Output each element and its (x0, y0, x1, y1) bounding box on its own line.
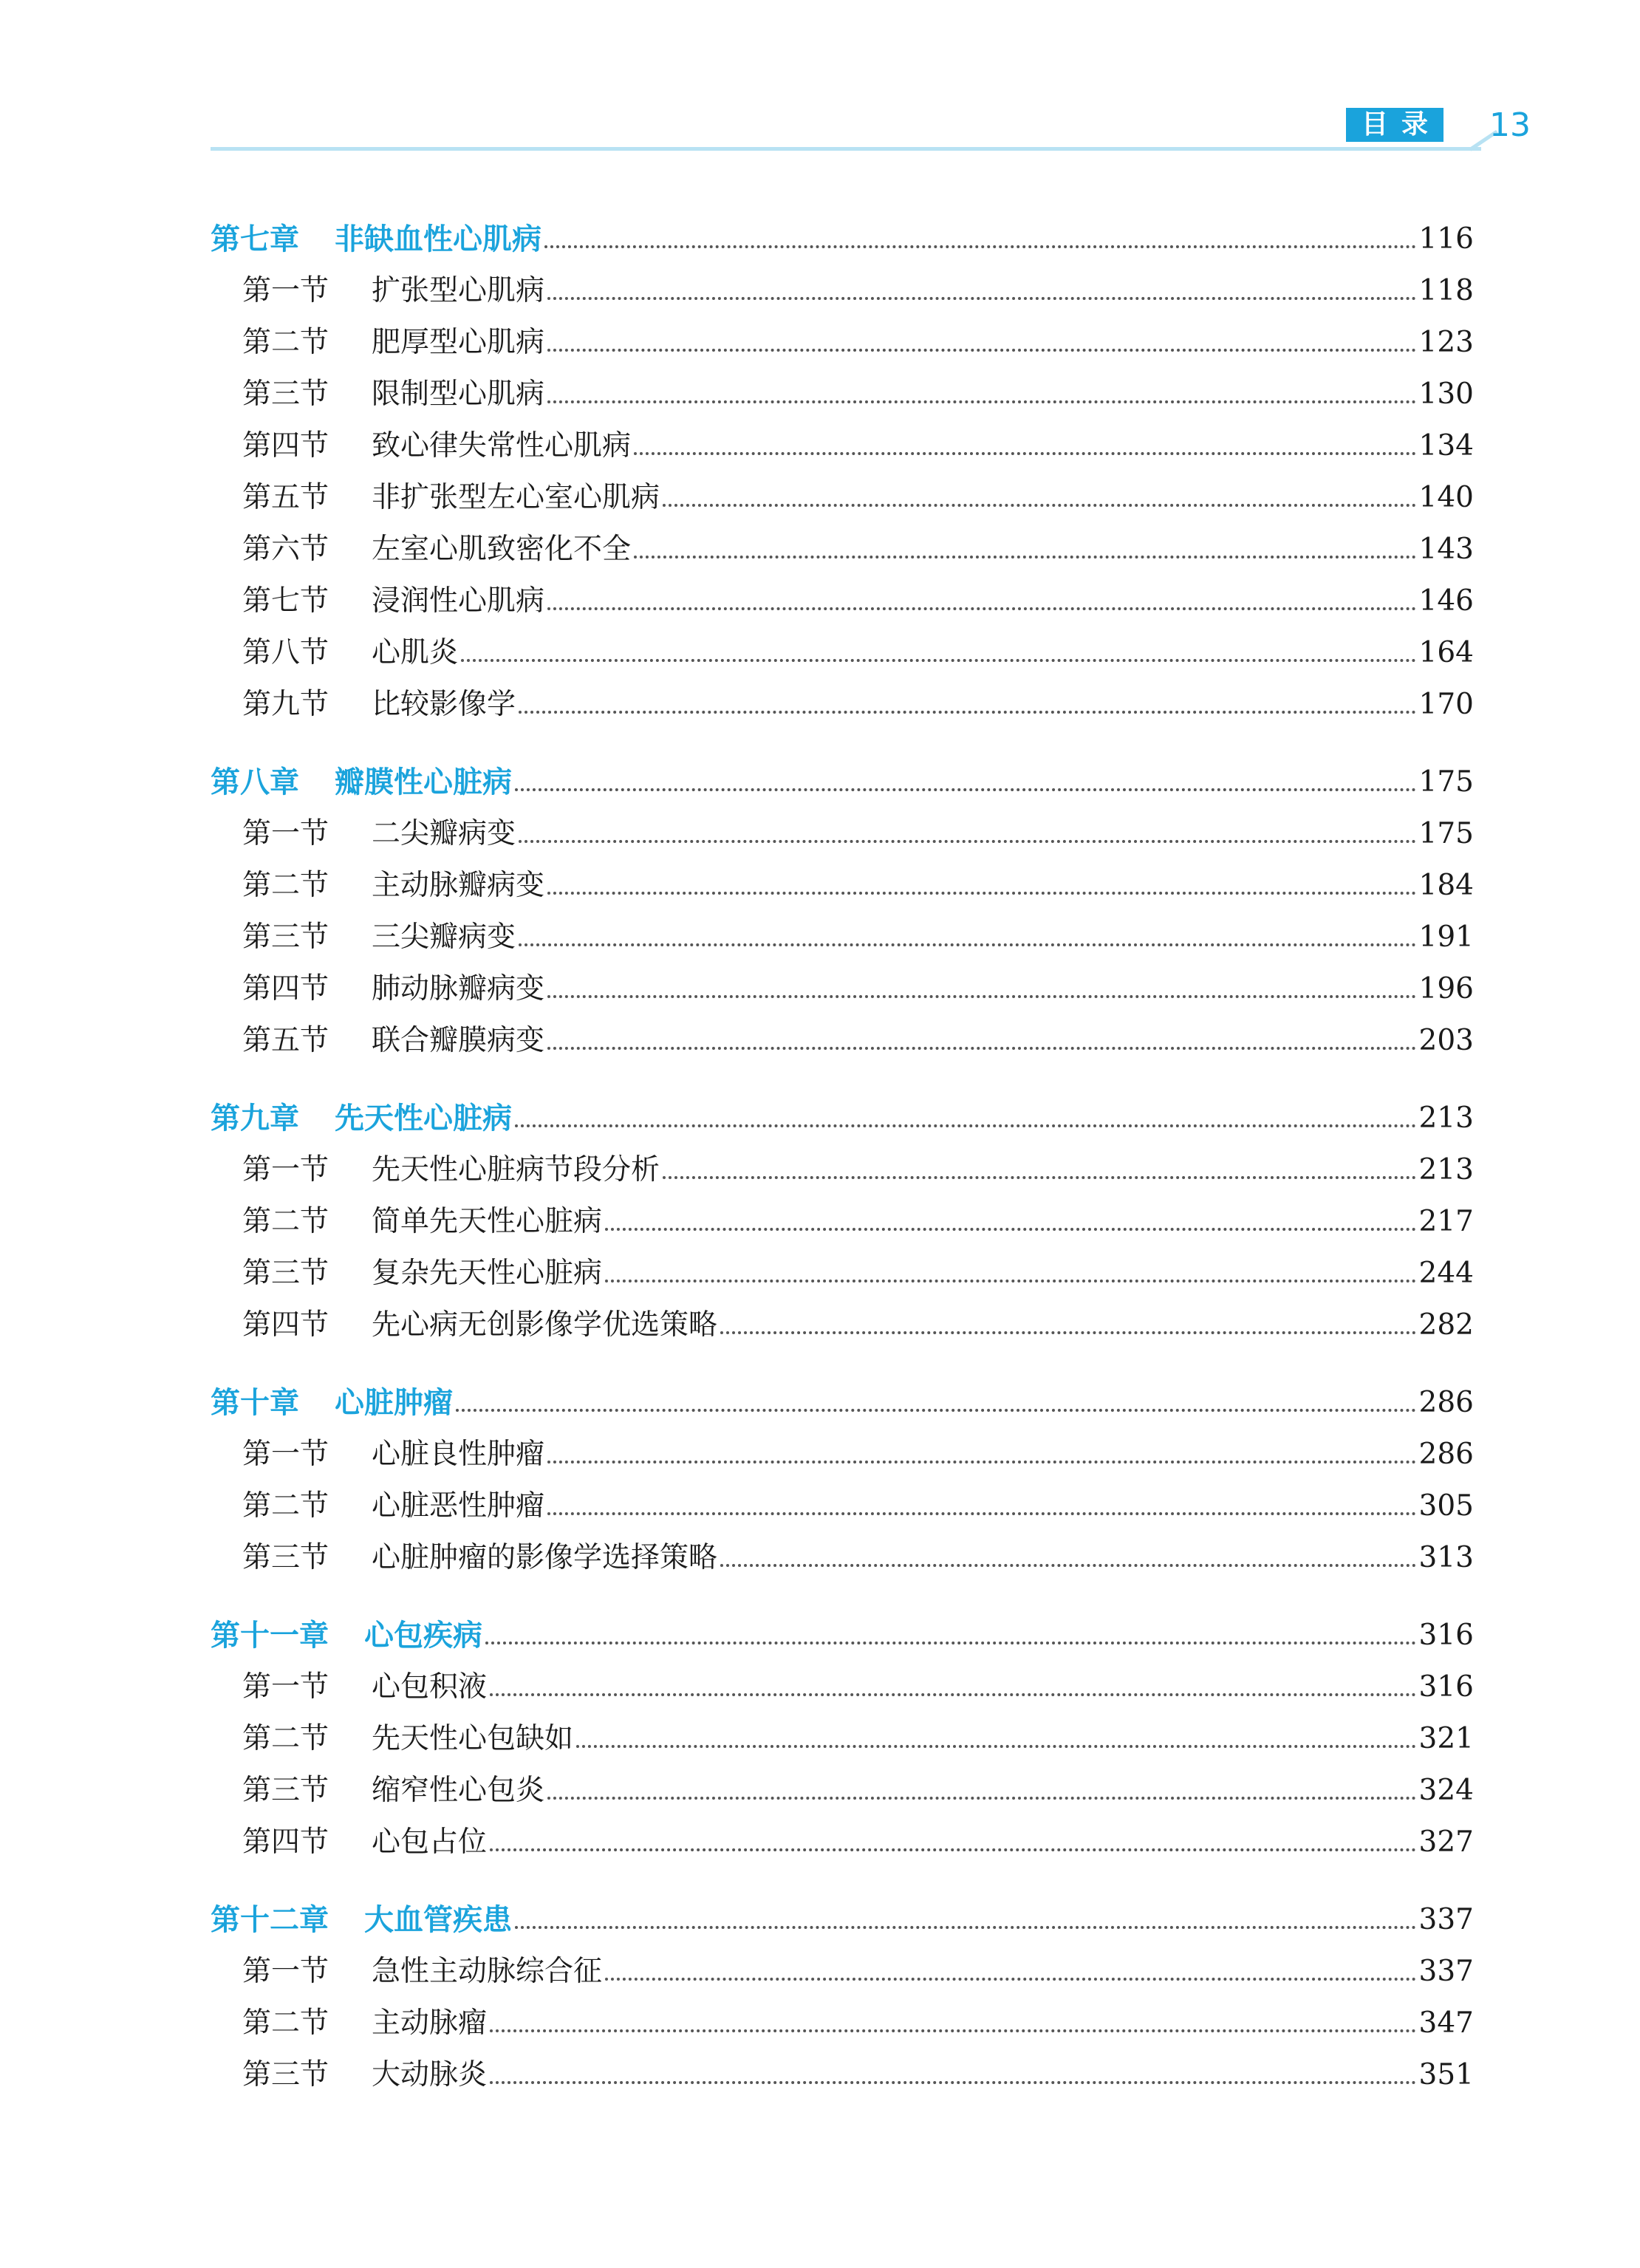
toc-section-entry[interactable] (242, 629, 1474, 671)
dot-leader (519, 711, 1416, 714)
toc-entry-heading (211, 1385, 453, 1421)
chapter-number: 第十章 (211, 1386, 299, 1420)
toc-entry-heading (242, 920, 516, 955)
toc-section-entry[interactable] (242, 578, 1474, 619)
toc-entry-heading (242, 1308, 717, 1343)
dot-leader (605, 1978, 1416, 1981)
toc-page-number: 213 (1418, 1101, 1474, 1135)
section-number: 第六节 (242, 533, 329, 566)
section-number: 第四节 (242, 972, 329, 1005)
chapter-title: 非缺血性心肌病 (335, 222, 541, 256)
toc-entry-heading (242, 816, 516, 852)
toc-entry-heading (211, 1902, 512, 1938)
toc-page-number: 213 (1418, 1153, 1474, 1186)
section-title: 肥厚型心肌病 (372, 326, 545, 359)
section-title: 左室心肌致密化不全 (372, 533, 632, 566)
toc-page-number: 164 (1418, 636, 1474, 669)
toc-page-number: 203 (1418, 1024, 1474, 1057)
dot-leader (547, 400, 1416, 403)
dot-leader (515, 1124, 1416, 1127)
section-number: 第五节 (242, 481, 329, 514)
toc-entry-heading (242, 687, 516, 723)
toc-entry-heading (242, 532, 631, 567)
page-number: 13 (1489, 106, 1531, 144)
toc-section-entry[interactable] (242, 1483, 1474, 1524)
toc-section-entry[interactable] (242, 1948, 1474, 1989)
section-number: 第三节 (242, 1541, 329, 1574)
toc-page-number: 123 (1418, 326, 1474, 359)
toc-entry-heading (242, 1670, 487, 1705)
toc-entry-heading (242, 480, 660, 516)
toc-page-number: 286 (1418, 1386, 1474, 1419)
dot-leader (634, 452, 1416, 455)
toc-page-number: 316 (1418, 1619, 1474, 1652)
toc-section-entry[interactable] (242, 2000, 1474, 2041)
chapter-title: 心脏肿瘤 (335, 1386, 453, 1420)
toc-entry-heading (242, 1437, 544, 1472)
toc-chapter-entry[interactable] (211, 1896, 1474, 1938)
section-number: 第五节 (242, 1024, 329, 1057)
section-title: 心包占位 (372, 1825, 488, 1859)
toc-entry-heading (242, 2057, 487, 2093)
toc-page-number: 175 (1418, 817, 1474, 850)
toc-page-number: 244 (1418, 1257, 1474, 1290)
toc-page-number: 305 (1418, 1489, 1474, 1523)
toc-section-entry[interactable] (242, 1819, 1474, 1860)
toc-page-number: 286 (1418, 1438, 1474, 1471)
toc-section-entry[interactable] (242, 319, 1474, 361)
dot-leader (485, 1642, 1416, 1644)
section-number: 第三节 (242, 378, 329, 411)
toc-entry-heading (242, 1773, 544, 1808)
dot-leader (519, 943, 1416, 946)
section-number: 第四节 (242, 429, 329, 462)
section-title: 大动脉炎 (372, 2058, 488, 2091)
dot-leader (456, 1409, 1416, 1412)
section-number: 第二节 (242, 326, 329, 359)
dot-leader (663, 504, 1416, 507)
section-title: 复杂先天性心脏病 (372, 1257, 603, 1290)
dot-leader (490, 2081, 1416, 2084)
toc-section-entry[interactable] (242, 914, 1474, 955)
toc-page-number: 337 (1418, 1903, 1474, 1936)
chapter-title: 心包疾病 (364, 1619, 482, 1653)
section-title: 心包积液 (372, 1670, 488, 1704)
toc-section-entry[interactable] (242, 1017, 1474, 1059)
dot-leader (490, 1848, 1416, 1851)
toc-page-number: 118 (1418, 274, 1474, 307)
dot-leader (547, 1797, 1416, 1800)
toc-entry-heading (242, 273, 544, 309)
toc-chapter-entry[interactable] (211, 759, 1474, 800)
toc-section-entry[interactable] (242, 1198, 1474, 1240)
toc-section-entry[interactable] (242, 267, 1474, 309)
toc-section-entry[interactable] (242, 1147, 1474, 1188)
section-title: 三尖瓣病变 (372, 920, 516, 954)
section-title: 二尖瓣病变 (372, 817, 516, 850)
toc-entry-heading (242, 584, 544, 619)
dot-leader (547, 892, 1416, 895)
dot-leader (544, 245, 1416, 248)
section-number: 第一节 (242, 274, 329, 307)
dot-leader (515, 1926, 1416, 1929)
dot-leader (547, 1047, 1416, 1050)
toc-entry-heading (242, 2006, 487, 2041)
toc-entry-heading (242, 325, 544, 361)
toc-page-number: 191 (1418, 920, 1474, 954)
toc-entry-heading (211, 1618, 482, 1653)
section-title: 限制型心肌病 (372, 378, 545, 411)
toc-section-entry[interactable] (242, 2052, 1474, 2093)
toc-entry-heading (242, 1204, 602, 1240)
section-number: 第四节 (242, 1825, 329, 1859)
section-number: 第四节 (242, 1308, 329, 1342)
chapter-number: 第十一章 (211, 1619, 329, 1653)
toc-entry-heading (242, 1152, 660, 1188)
toc-page-number: 184 (1418, 869, 1474, 902)
section-title: 主动脉瓣病变 (372, 869, 545, 902)
toc-page-number: 347 (1418, 2006, 1474, 2040)
dot-leader (547, 995, 1416, 998)
dot-leader (547, 1512, 1416, 1515)
section-title: 先天性心包缺如 (372, 1722, 574, 1755)
toc-page-number: 140 (1418, 481, 1474, 514)
dot-leader (663, 1176, 1416, 1179)
section-number: 第三节 (242, 1257, 329, 1290)
dot-leader (547, 607, 1416, 610)
toc-entry-heading (242, 1954, 602, 1989)
toc-section-entry[interactable] (242, 526, 1474, 567)
section-number: 第九节 (242, 688, 329, 721)
dot-leader (605, 1228, 1416, 1231)
section-number: 第一节 (242, 1153, 329, 1186)
toc-page-number: 337 (1418, 1955, 1474, 1988)
section-title: 简单先天性心脏病 (372, 1205, 603, 1238)
toc-entry-heading (242, 428, 631, 464)
toc-entry-heading (242, 1540, 717, 1576)
section-title: 先心病无创影像学优选策略 (372, 1308, 718, 1342)
toc-badge: 目录 (1346, 108, 1443, 142)
toc-entry-heading (242, 868, 544, 904)
toc-page-number: 170 (1418, 688, 1474, 721)
dot-leader (576, 1745, 1416, 1748)
toc-section-entry[interactable] (242, 371, 1474, 412)
section-number: 第二节 (242, 1722, 329, 1755)
toc-page-number: 282 (1418, 1308, 1474, 1342)
toc-section-entry[interactable] (242, 966, 1474, 1007)
dot-leader (490, 2029, 1416, 2032)
section-number: 第二节 (242, 1489, 329, 1523)
toc-entry-heading (242, 1489, 544, 1524)
toc-page-number: 327 (1418, 1825, 1474, 1859)
toc-entry-heading (211, 1101, 512, 1136)
toc-page-number: 146 (1418, 584, 1474, 618)
section-number: 第七节 (242, 584, 329, 618)
toc-page-number: 351 (1418, 2058, 1474, 2091)
section-number: 第一节 (242, 1438, 329, 1471)
section-title: 先天性心脏病节段分析 (372, 1153, 660, 1186)
chapter-title: 先天性心脏病 (335, 1101, 512, 1135)
chapter-number: 第八章 (211, 765, 299, 799)
section-title: 浸润性心肌病 (372, 584, 545, 618)
toc-entry-heading (242, 971, 544, 1007)
toc-section-entry[interactable] (242, 810, 1474, 852)
toc-entry-heading (211, 765, 512, 800)
dot-leader (634, 556, 1416, 559)
section-title: 心脏良性肿瘤 (372, 1438, 545, 1471)
section-number: 第三节 (242, 920, 329, 954)
section-number: 第八节 (242, 636, 329, 669)
chapter-number: 第九章 (211, 1101, 299, 1135)
section-title: 心脏肿瘤的影像学选择策略 (372, 1541, 718, 1574)
toc-chapter-entry[interactable] (211, 1095, 1474, 1136)
toc-section-entry[interactable] (242, 1302, 1474, 1343)
section-number: 第二节 (242, 2006, 329, 2040)
toc-section-entry[interactable] (242, 681, 1474, 723)
toc-entry-heading (242, 377, 544, 412)
toc-section-entry[interactable] (242, 1767, 1474, 1808)
section-title: 心脏恶性肿瘤 (372, 1489, 545, 1523)
toc-section-entry[interactable] (242, 1664, 1474, 1705)
toc-page-number: 116 (1418, 222, 1474, 256)
toc-page-number: 313 (1418, 1541, 1474, 1574)
dot-leader (547, 297, 1416, 300)
dot-leader (605, 1280, 1416, 1282)
dot-leader (461, 659, 1416, 662)
toc-section-entry[interactable] (242, 1715, 1474, 1757)
toc-page-number: 130 (1418, 378, 1474, 411)
toc-page-number: 217 (1418, 1205, 1474, 1238)
chapter-title: 瓣膜性心脏病 (335, 765, 512, 799)
section-title: 致心律失常性心肌病 (372, 429, 632, 462)
toc-section-entry[interactable] (242, 1534, 1474, 1576)
toc-page-number: 143 (1418, 533, 1474, 566)
section-title: 主动脉瘤 (372, 2006, 488, 2040)
toc-entry-heading (242, 1825, 487, 1860)
toc-page-number: 196 (1418, 972, 1474, 1005)
chapter-number: 第七章 (211, 222, 299, 256)
toc-entry-heading (242, 1721, 573, 1757)
dot-leader (720, 1564, 1416, 1567)
toc-page-number: 316 (1418, 1670, 1474, 1704)
section-number: 第三节 (242, 2058, 329, 2091)
dot-leader (515, 788, 1416, 791)
dot-leader (519, 840, 1416, 843)
section-number: 第一节 (242, 817, 329, 850)
dot-leader (547, 1461, 1416, 1463)
toc-section-entry[interactable] (242, 862, 1474, 904)
section-title: 肺动脉瓣病变 (372, 972, 545, 1005)
section-number: 第一节 (242, 1670, 329, 1704)
section-title: 扩张型心肌病 (372, 274, 545, 307)
section-title: 非扩张型左心室心肌病 (372, 481, 660, 514)
toc-section-entry[interactable] (242, 474, 1474, 516)
toc-section-entry[interactable] (242, 1250, 1474, 1291)
toc-entry-heading (211, 222, 541, 257)
section-title: 缩窄性心包炎 (372, 1774, 545, 1807)
dot-leader (547, 349, 1416, 352)
toc-entry-heading (242, 635, 458, 671)
toc-section-entry[interactable] (242, 423, 1474, 464)
section-title: 心肌炎 (372, 636, 459, 669)
dot-leader (720, 1331, 1416, 1334)
section-number: 第二节 (242, 869, 329, 902)
chapter-number: 第十二章 (211, 1903, 329, 1937)
dot-leader (490, 1693, 1416, 1696)
toc-page-number: 175 (1418, 765, 1474, 799)
toc-page-number: 134 (1418, 429, 1474, 462)
section-number: 第二节 (242, 1205, 329, 1238)
toc-entry-heading (242, 1256, 602, 1291)
section-title: 联合瓣膜病变 (372, 1024, 545, 1057)
section-number: 第一节 (242, 1955, 329, 1988)
section-title: 比较影像学 (372, 688, 516, 721)
section-title: 急性主动脉综合征 (372, 1955, 603, 1988)
section-number: 第三节 (242, 1774, 329, 1807)
toc-chapter-entry[interactable] (211, 1379, 1474, 1421)
toc-section-entry[interactable] (242, 1431, 1474, 1472)
toc-page-number: 324 (1418, 1774, 1474, 1807)
toc-entry-heading (242, 1023, 544, 1059)
toc-chapter-entry[interactable] (211, 1612, 1474, 1653)
chapter-title: 大血管疾患 (364, 1903, 512, 1937)
toc-chapter-entry[interactable] (211, 216, 1474, 257)
toc-page-number: 321 (1418, 1722, 1474, 1755)
